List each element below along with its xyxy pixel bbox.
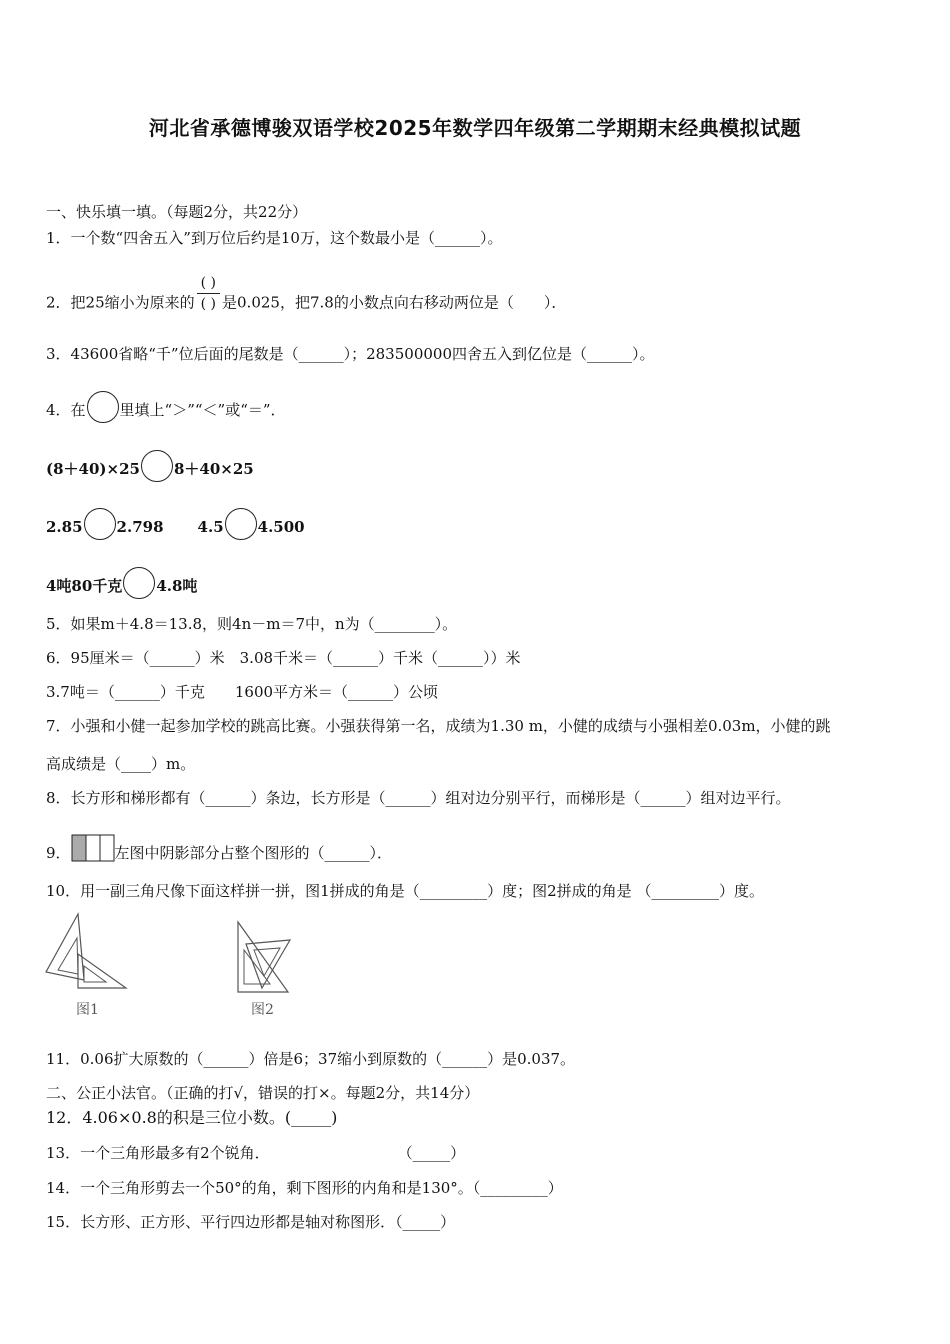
triangle-ruler-figure-1: [44, 912, 134, 992]
q4b-right2: 4.500: [257, 518, 305, 536]
shaded-rectangle-icon: [71, 834, 115, 862]
q4a-right: 8＋40×25: [173, 460, 254, 478]
q13-text: 13．一个三角形最多有2个锐角．: [46, 1144, 270, 1162]
question-7-line2: 高成绩是（____）m。: [46, 755, 196, 773]
q4c-right: 4.8吨: [156, 577, 198, 595]
section1-heading: 一、快乐填一填。（每题2分，共22分）: [46, 203, 308, 221]
compare-circle-icon: [87, 391, 119, 423]
question-11: 11．0.06扩大原数的（______）倍是6；37缩小到原数的（______）是0.037。: [46, 1050, 576, 1068]
question-6a: 6．95厘米＝（______）米 3.08千米＝（______）千米（______））米: [46, 649, 521, 667]
q4b-right1: 2.798: [116, 518, 164, 536]
q4-text-before: 4．在: [46, 401, 86, 419]
section2-heading: 二、公正小法官。（正确的打√，错误的打×。每题2分，共14分）: [46, 1084, 480, 1102]
q2-text-after: 是0.025，把7.8的小数点向右移动两位是（ ）．: [222, 293, 567, 312]
question-13: [46, 1143, 465, 1163]
q9-text-before: 9．: [46, 844, 71, 862]
question-12: 12．4.06×0.8的积是三位小数。(_____): [46, 1108, 338, 1127]
question-5: 5．如果m＋4.8＝13.8，则4n－m＝7中，n为（________）。: [46, 615, 458, 633]
q2-text-before: 2．把25缩小为原来的: [46, 293, 195, 312]
question-2: [46, 275, 567, 324]
question-6b: 3.7吨＝（______）千克 1600平方米＝（______）公顷: [46, 683, 439, 701]
question-9: [46, 834, 392, 863]
q9-text-after: 左图中阴影部分占整个图形的（______）．: [114, 844, 393, 862]
q4a-left: (8＋40)×25: [46, 460, 140, 478]
q4-item-b: [46, 508, 305, 540]
q4-item-c: [46, 567, 197, 599]
q2-frac-denominator: ( ): [200, 296, 217, 312]
q4-item-a: [46, 450, 254, 482]
question-1: 1．一个数“四舍五入”到万位后约是10万，这个数最小是（______）。: [46, 229, 503, 247]
question-3: 3．43600省略“千”位后面的尾数是（______）；283500000四舍五入到亿位是（______）。: [46, 345, 655, 363]
question-15: 15．长方形、正方形、平行四边形都是轴对称图形．（_____）: [46, 1213, 456, 1231]
question-7-line1: 7．小强和小健一起参加学校的跳高比赛。小强获得第一名，成绩为1.30 m，小健的成绩与小强相差0.03m，小健的跳: [46, 717, 831, 735]
q4b-left1: 2.85: [46, 518, 83, 536]
question-14: 14．一个三角形剪去一个50°的角，剩下图形的内角和是130°。（_________）: [46, 1179, 563, 1197]
question-10: 10．用一副三角尺像下面这样拼一拼，图1拼成的角是（_________）度；图2拼成的角是 （_________）度。: [46, 882, 764, 900]
q2-frac-numerator: ( ): [197, 273, 220, 294]
triangle-ruler-figure-2: [232, 920, 298, 994]
q4b-left2: 4.5: [197, 518, 224, 536]
question-4: [46, 391, 286, 423]
q4c-left: 4吨80千克: [46, 577, 123, 595]
compare-circle-icon: [141, 450, 173, 482]
q4-text-after: 里填上“＞”“＜”或“＝”．: [119, 401, 286, 419]
question-8: 8．长方形和梯形都有（______）条边，长方形是（______）组对边分别平行，而梯形是（______）组对边平行。: [46, 789, 791, 807]
compare-circle-icon: [123, 567, 155, 599]
page-title: 河北省承德博骏双语学校2025年数学四年级第二学期期末经典模拟试题: [148, 116, 802, 140]
q13-blank: （_____）: [397, 1144, 466, 1162]
compare-circle-icon: [225, 508, 257, 540]
figure-1-label: 图1: [76, 1002, 99, 1018]
q2-fraction: [197, 273, 220, 314]
compare-circle-icon: [84, 508, 116, 540]
figure-2-label: 图2: [251, 1002, 274, 1018]
